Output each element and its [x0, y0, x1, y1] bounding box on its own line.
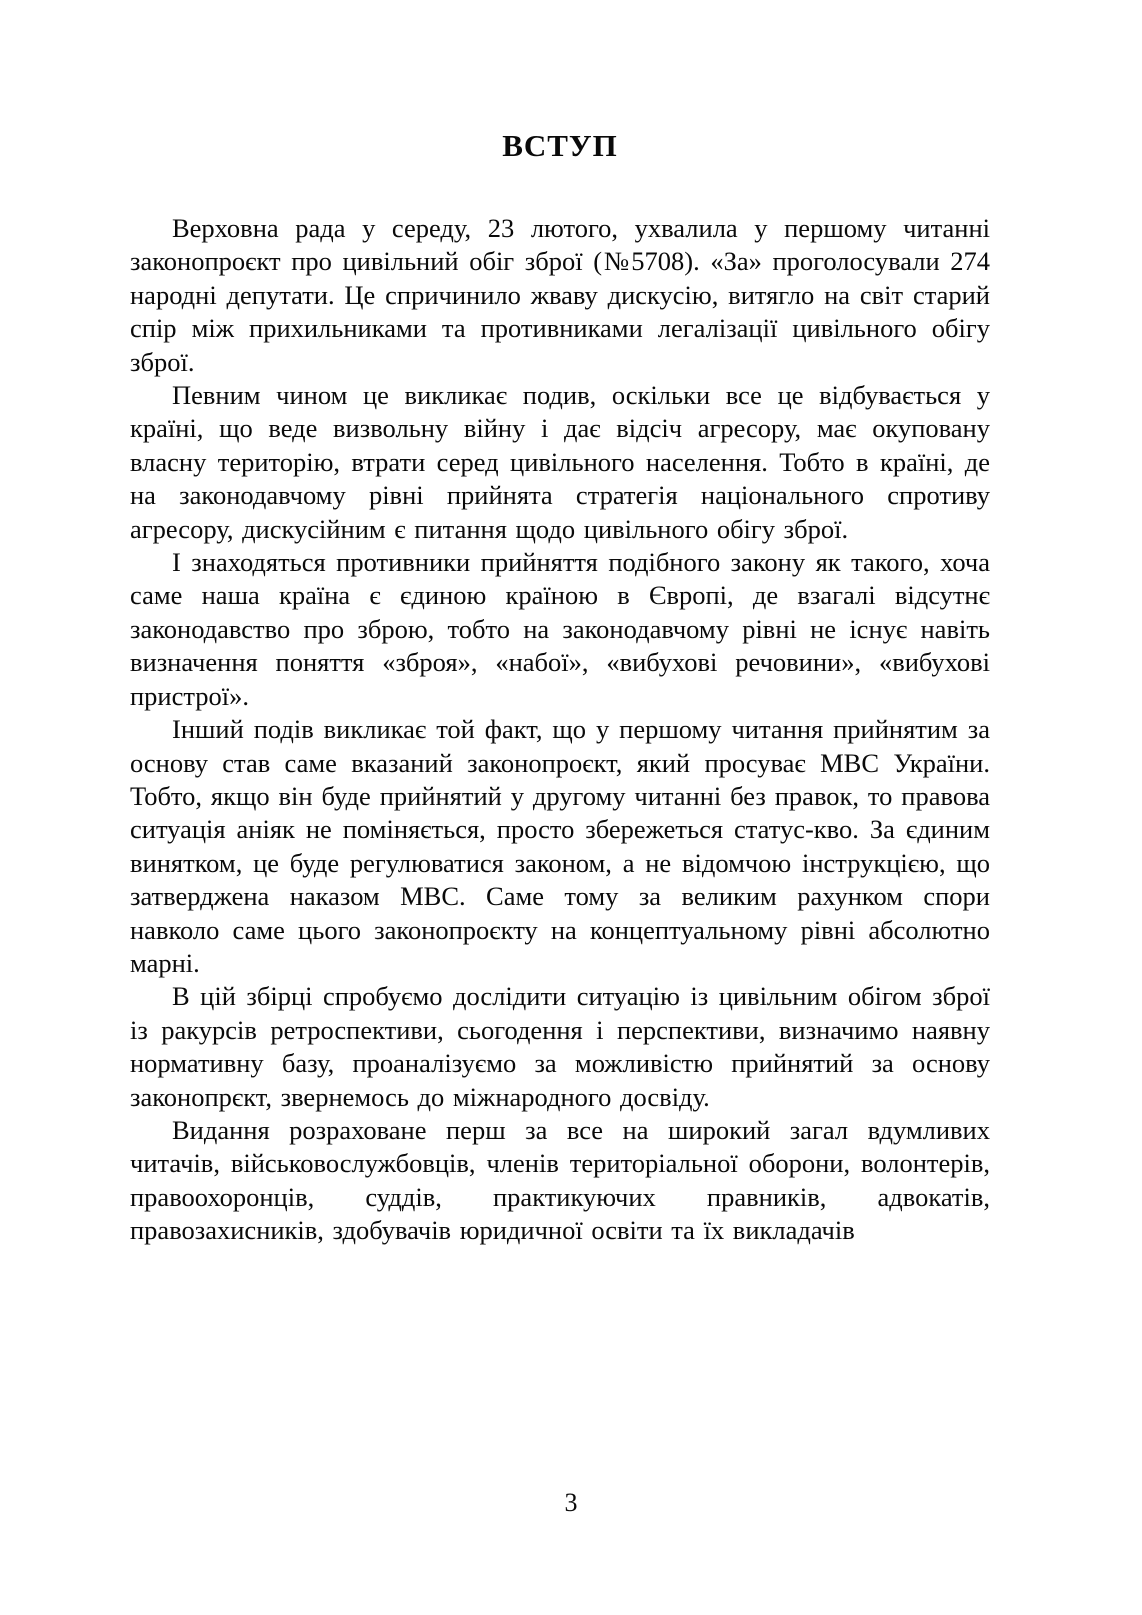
paragraph-1: Верховна рада у середу, 23 лютого, ухвалила у першому читанні законопроєкт про цивільний обіг зброї (№5708). «За» проголосували 274 народні депутати. Це спричинило жваву дискусію, витягло на світ старий спір між прихильниками та противниками легалізації цивільного обігу зброї.: [130, 213, 990, 377]
paragraph-3: І знаходяться противники прийняття подібного закону як такого, хоча саме наша країна є єдиною країною в Європі, де взагалі відсутнє законодавство про зброю, тобто на законодавчому рівні не існує навіть визначення поняття «зброя», «набої», «вибухові речовини», «вибухові пристрої».: [130, 547, 990, 711]
page-number: 3: [564, 1488, 578, 1517]
paragraph-5: В цій збірці спробуємо дослідити ситуацію із цивільним обігом зброї із ракурсів ретроспективи, сьогодення і перспективи, визначимо наявну нормативну базу, проаналізуємо за можливістю прийнятий за основу законопрєкт, звернемось до міжнародного досвіду.: [130, 981, 990, 1112]
body-text: [130, 212, 990, 1248]
paragraph-2: Певним чином це викликає подив, оскільки все це відбувається у країні, що веде визвольну війну і дає відсіч агресору, має окуповану власну територію, втрати серед цивільного населення. Тобто в країні, де на законодавчому рівні прийнята стратегія національного спротиву агресору, дискусійним є питання щодо цивільного обігу зброї.: [130, 380, 990, 544]
text-block: [130, 128, 990, 1248]
page-title: ВСТУП: [502, 128, 618, 163]
paragraph-4: Інший подів викликає той факт, що у першому читання прийнятим за основу став саме вказаний законопроєкт, який просуває МВС України. Тобто, якщо він буде прийнятий у другому читанні без правок, то правова ситуація аніяк не поміняється, просто збережеться статус-кво. За єдиним винятком, це буде регулюватися законом, а не відомчою інструкцією, що затверджена наказом МВС. Саме тому за великим рахунком спори навколо саме цього законопроєкту на концептуальному рівні абсолютно марні.: [130, 714, 990, 978]
paragraph-6: Видання розраховане перш за все на широкий загал вдумливих читачів, військовослужбовців, членів територіальної оборони, волонтерів, правоохоронців, суддів, практикуючих правників, адвокатів, правозахисників, здобувачів юридичної освіти та їх викладачів: [130, 1114, 990, 1246]
